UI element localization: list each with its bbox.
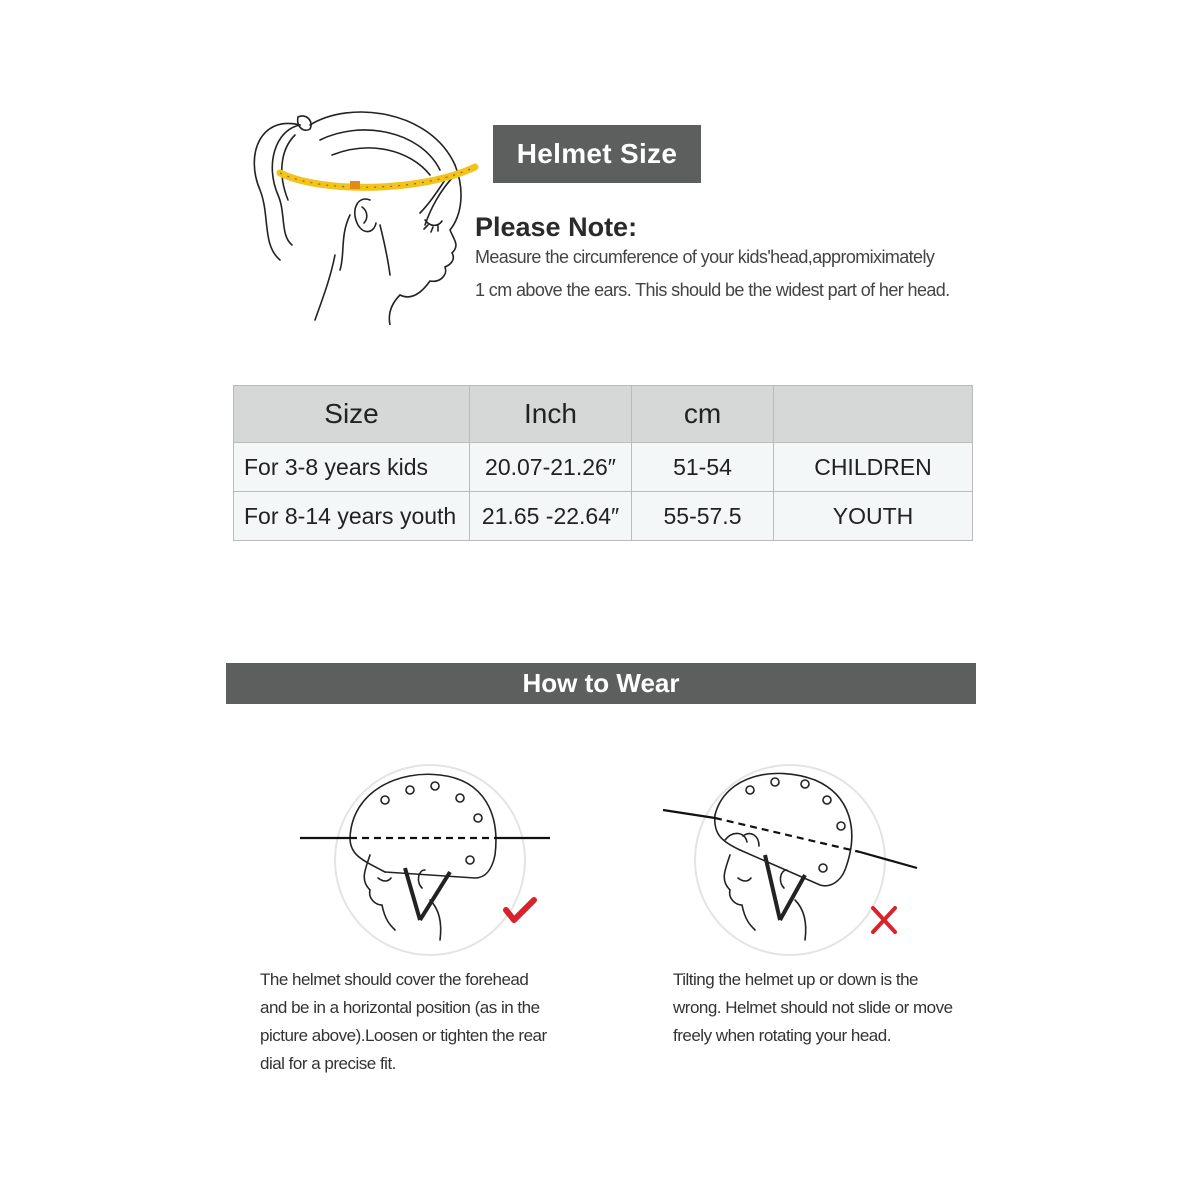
column-header-category [774,386,973,443]
table-cell: YOUTH [774,492,973,541]
caption-line: dial for a precise fit. [260,1054,396,1073]
note-text-line: Measure the circumference of your kids'head,appromiximately [475,247,935,267]
column-header-inch: Inch [470,386,632,443]
correct-wear-illustration [290,760,550,960]
table-cell: For 8-14 years youth [234,492,470,541]
table-cell: For 3-8 years kids [234,443,470,492]
table-cell: 55-57.5 [632,492,774,541]
size-table [233,385,973,541]
column-header-cm: cm [632,386,774,443]
cross-icon [873,908,895,932]
caption-line: picture above).Loosen or tighten the rear [260,1026,547,1045]
caption-line: and be in a horizontal position (as in the [260,998,540,1017]
table-cell: CHILDREN [774,443,973,492]
table-row [234,492,973,541]
table-header-row [234,386,973,443]
note-title: Please Note: [475,212,638,242]
caption-line: The helmet should cover the forehead [260,970,529,989]
caption-line: wrong. Helmet should not slide or move [673,998,953,1017]
wrong-wear-caption [673,966,993,1050]
column-header-size: Size [234,386,470,443]
table-cell: 21.65 -22.64″ [470,492,632,541]
table-cell: 51-54 [632,443,774,492]
how-to-wear-banner: How to Wear [226,663,976,704]
caption-line: freely when rotating your head. [673,1026,891,1045]
table-cell: 20.07-21.26″ [470,443,632,492]
note-text-line: 1 cm above the ears. This should be the widest part of her head. [475,280,950,300]
correct-wear-caption [260,966,590,1078]
head-measurement-illustration [240,95,490,325]
wrong-wear-illustration [655,760,925,960]
helmet-size-banner: Helmet Size [493,125,701,183]
caption-line: Tilting the helmet up or down is the [673,970,919,989]
table-row [234,443,973,492]
